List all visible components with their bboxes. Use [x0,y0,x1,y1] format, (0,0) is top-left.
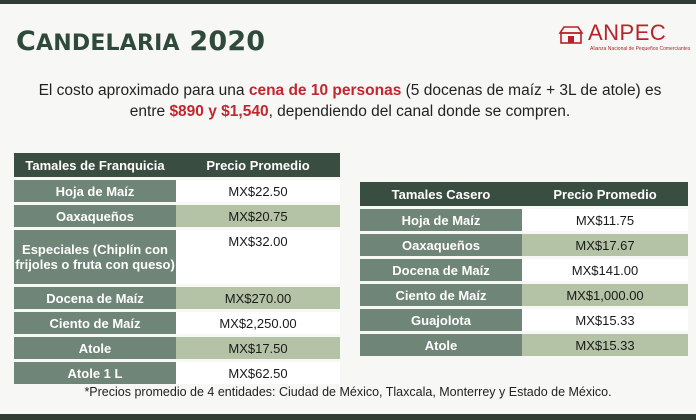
product-price: MX$15.33 [522,309,688,331]
product-price: MX$11.75 [522,209,688,231]
table-row [360,259,688,281]
product-price: MX$20.75 [176,205,340,227]
title-cap: C [16,26,37,57]
product-name: Hoja de Maíz [360,209,522,231]
footnote: *Precios promedio de 4 entidades: Ciudad de México, Tlaxcala, Monterrey y Estado de México. [84,385,612,399]
intro-part2: (5 docenas de maíz + 3L de atole) es entre [129,82,662,120]
product-price: MX$62.50 [176,362,340,384]
table-header [360,182,688,206]
product-name: Hoja de Maíz [14,180,176,202]
column-header-price: Precio Promedio [522,182,688,206]
product-price: MX$32.00 [176,230,340,284]
page-title [16,26,265,57]
product-name: Atole 1 L [14,362,176,384]
product-price: MX$15.33 [522,334,688,356]
product-price: MX$1,000.00 [522,284,688,306]
product-price: MX$22.50 [176,180,340,202]
product-name: Docena de Maíz [14,287,176,309]
table-row [360,309,688,331]
logo-subtitle: Alianza Nacional de Pequeños Comerciantes [590,46,691,52]
column-header-name: Tamales Casero [360,182,522,206]
product-name: Ciento de Maíz [14,312,176,334]
product-name: Ciento de Maíz [360,284,522,306]
table-row [14,337,340,359]
column-header-price: Precio Promedio [176,153,340,177]
table-row [360,334,688,356]
product-price: MX$17.50 [176,337,340,359]
table-row [14,205,340,227]
franquicia-table [14,150,340,387]
product-price: MX$141.00 [522,259,688,281]
table-header [14,153,340,177]
product-name: Oaxaqueños [14,205,176,227]
product-name: Docena de Maíz [360,259,522,281]
product-name: Atole [14,337,176,359]
intro-text [20,80,680,122]
title-year: 2020 [179,26,266,57]
product-price: MX$2,250.00 [176,312,340,334]
table-row [360,284,688,306]
intro-highlight-range: $890 y $1,540 [169,103,269,120]
product-name: Guajolota [360,309,522,331]
table-row [14,180,340,202]
anpec-logo [558,20,691,56]
product-name: Atole [360,334,522,356]
intro-part3: , dependiendo del canal donde se compren. [268,103,571,120]
table-row [14,362,340,384]
casero-table [360,179,688,359]
storefront-icon [558,26,584,44]
product-price: MX$17.67 [522,234,688,256]
table-row [14,312,340,334]
logo-text: ANPEC [588,20,667,45]
intro-highlight-dinner: cena de 10 personas [248,82,402,99]
table-row [360,234,688,256]
intro-part1: El costo aproximado para una [38,82,249,99]
product-price: MX$270.00 [176,287,340,309]
title-small: ANDELARIA [36,31,180,56]
table-row [14,287,340,309]
column-header-name: Tamales de Franquicia [14,153,176,177]
table-row [14,230,340,284]
product-name: Oaxaqueños [360,234,522,256]
product-name: Especiales (Chiplín con frijoles o fruta con queso) [14,230,176,284]
table-row [360,209,688,231]
